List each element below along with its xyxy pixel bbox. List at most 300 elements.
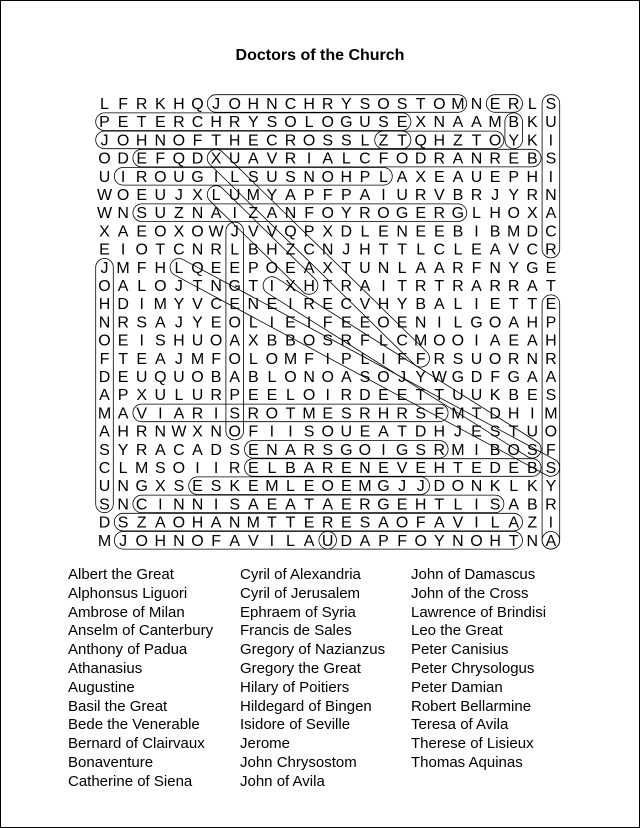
- grid-letter: H: [173, 332, 185, 350]
- grid-letter: L: [527, 96, 537, 113]
- grid-letter: O: [302, 132, 316, 150]
- word-item: Jerome: [240, 735, 291, 753]
- grid-letter: R: [303, 296, 315, 314]
- grid-letter: E: [247, 478, 259, 496]
- grid-letter: I: [269, 423, 275, 441]
- grid-letter: O: [302, 332, 316, 350]
- grid-letter: L: [267, 369, 277, 386]
- grid-letter: B: [415, 296, 427, 314]
- grid-letter: P: [340, 187, 352, 204]
- grid-letter: E: [192, 478, 203, 496]
- grid-letter: O: [395, 150, 409, 168]
- grid-letter: R: [247, 405, 260, 423]
- grid-letter: K: [229, 478, 241, 496]
- grid-letter: I: [530, 405, 535, 423]
- grid-letter: S: [415, 441, 427, 459]
- word-item: Peter Damian: [411, 678, 503, 696]
- grid-letter: R: [433, 350, 446, 368]
- grid-letter: R: [507, 350, 520, 368]
- grid-letter: F: [471, 259, 482, 277]
- grid-letter: J: [174, 314, 183, 332]
- grid-letter: M: [190, 350, 205, 368]
- grid-letter: M: [265, 478, 279, 496]
- grid-letter: R: [228, 460, 241, 477]
- grid-letter: Y: [340, 205, 352, 223]
- grid-letter: A: [378, 514, 389, 532]
- grid-letter: A: [303, 259, 315, 277]
- grid-letter: A: [192, 441, 203, 459]
- grid-letter: S: [99, 441, 110, 459]
- grid-letter: E: [136, 350, 148, 368]
- grid-letter: Q: [191, 96, 204, 113]
- grid-letter: X: [192, 187, 203, 204]
- grid-letter: U: [452, 387, 464, 405]
- grid-letter: T: [471, 132, 482, 150]
- word-item: Teresa of Avila: [411, 716, 509, 734]
- grid-letter: S: [359, 96, 371, 113]
- grid-letter: X: [322, 223, 334, 241]
- grid-letter: H: [377, 296, 390, 314]
- grid-letter: O: [321, 168, 334, 186]
- grid-letter: S: [303, 423, 315, 441]
- grid-letter: U: [545, 114, 557, 132]
- grid-letter: C: [173, 241, 185, 259]
- grid-letter: I: [306, 314, 312, 332]
- grid-letter: N: [247, 296, 260, 314]
- grid-letter: E: [117, 114, 129, 132]
- grid-letter: O: [302, 387, 316, 405]
- grid-letter: S: [340, 405, 352, 423]
- grid-letter: E: [340, 514, 352, 532]
- grid-letter: Q: [154, 369, 167, 386]
- grid-letter: H: [303, 278, 315, 295]
- grid-letter: G: [377, 478, 390, 496]
- grid-letter: O: [321, 205, 334, 223]
- grid-letter: U: [470, 387, 483, 405]
- grid-letter: O: [451, 332, 465, 350]
- grid-letter: L: [286, 387, 295, 405]
- grid-letter: S: [545, 460, 557, 477]
- grid-letter: T: [192, 278, 203, 295]
- grid-letter: Q: [172, 150, 186, 168]
- grid-letter: N: [117, 496, 129, 514]
- grid-letter: N: [191, 205, 204, 223]
- grid-letter: A: [359, 187, 371, 204]
- grid-letter: A: [545, 205, 557, 223]
- grid-letter: N: [433, 114, 446, 132]
- grid-letter: N: [377, 259, 390, 277]
- grid-letter: E: [471, 241, 482, 259]
- grid-letter: O: [377, 205, 390, 223]
- grid-letter: O: [98, 150, 111, 168]
- grid-letter: N: [489, 259, 501, 277]
- grid-letter: E: [526, 387, 538, 405]
- grid-letter: H: [433, 423, 446, 441]
- grid-letter: U: [526, 423, 539, 441]
- grid-letter: M: [302, 405, 316, 423]
- grid-letter: Y: [266, 187, 278, 204]
- grid-letter: I: [474, 441, 479, 459]
- grid-letter: E: [359, 423, 371, 441]
- grid-letter: O: [116, 132, 130, 150]
- grid-letter: O: [172, 514, 186, 532]
- grid-letter: T: [508, 423, 519, 441]
- word-item: Athanasius: [68, 659, 143, 677]
- grid-letter: G: [191, 168, 204, 186]
- grid-letter: D: [117, 150, 129, 168]
- grid-letter: E: [545, 296, 557, 314]
- grid-letter: E: [285, 259, 296, 277]
- grid-letter: S: [545, 96, 557, 113]
- grid-letter: N: [210, 423, 222, 441]
- word-item: Gregory the Great: [240, 659, 361, 677]
- grid-letter: I: [213, 405, 219, 423]
- grid-letter: H: [545, 332, 557, 350]
- grid-letter: E: [285, 314, 296, 332]
- grid-letter: L: [248, 350, 258, 368]
- grid-letter: O: [377, 96, 390, 113]
- grid-letter: C: [396, 332, 408, 350]
- grid-letter: I: [306, 150, 312, 168]
- grid-letter: A: [229, 332, 241, 350]
- grid-letter: A: [229, 532, 241, 550]
- grid-letter: F: [546, 441, 556, 459]
- grid-letter: N: [526, 350, 539, 368]
- grid-letter: O: [265, 259, 279, 277]
- grid-letter: I: [548, 168, 554, 186]
- grid-letter: A: [526, 369, 538, 386]
- grid-letter: Z: [453, 132, 463, 150]
- grid-letter: F: [360, 332, 370, 350]
- grid-letter: U: [98, 168, 111, 186]
- grid-letter: R: [135, 168, 148, 186]
- grid-letter: P: [303, 187, 315, 204]
- grid-letter: J: [174, 278, 183, 295]
- grid-letter: C: [191, 114, 204, 132]
- grid-letter: L: [341, 150, 351, 168]
- grid-letter: I: [474, 496, 479, 514]
- grid-letter: U: [321, 532, 334, 550]
- grid-letter: R: [284, 132, 297, 150]
- word-item: Hildegard of Bingen: [240, 697, 372, 715]
- grid-letter: O: [265, 350, 279, 368]
- grid-letter: E: [471, 423, 482, 441]
- grid-letter: P: [229, 387, 241, 405]
- grid-letter: T: [527, 296, 538, 314]
- grid-letter: N: [359, 460, 371, 477]
- grid-letter: T: [434, 387, 445, 405]
- grid-letter: U: [98, 478, 111, 496]
- grid-letter: G: [526, 259, 539, 277]
- grid-letter: E: [489, 168, 501, 186]
- grid-letter: D: [489, 460, 501, 477]
- grid-letter: E: [396, 114, 408, 132]
- grid-letter: A: [154, 350, 166, 368]
- grid-letter: A: [508, 496, 520, 514]
- grid-letter: O: [209, 332, 223, 350]
- grid-letter: J: [491, 187, 500, 204]
- grid-letter: K: [489, 387, 501, 405]
- grid-letter: E: [396, 314, 408, 332]
- grid-letter: O: [265, 405, 279, 423]
- grid-letter: R: [526, 187, 539, 204]
- word-item: Catherine of Siena: [68, 772, 193, 790]
- grid-letter: L: [360, 350, 370, 368]
- grid-letter: P: [359, 168, 371, 186]
- grid-letter: H: [507, 405, 520, 423]
- grid-letter: A: [99, 387, 110, 405]
- grid-letter: Y: [396, 296, 408, 314]
- grid-letter: W: [96, 187, 113, 204]
- grid-letter: L: [509, 478, 519, 496]
- grid-letter: R: [359, 496, 371, 514]
- grid-letter: F: [248, 423, 259, 441]
- grid-letter: I: [474, 332, 479, 350]
- grid-letter: F: [99, 350, 110, 368]
- grid-letter: R: [228, 114, 241, 132]
- grid-letter: D: [359, 387, 371, 405]
- grid-letter: T: [434, 278, 445, 295]
- grid-letter: K: [526, 114, 538, 132]
- grid-letter: L: [267, 460, 277, 477]
- grid-letter: R: [340, 387, 353, 405]
- grid-letter: L: [118, 460, 128, 477]
- grid-letter: A: [452, 150, 464, 168]
- grid-letter: E: [266, 296, 278, 314]
- grid-letter: I: [120, 168, 126, 186]
- grid-letter: F: [378, 150, 389, 168]
- grid-letter: M: [135, 460, 149, 477]
- grid-letter: H: [303, 96, 315, 113]
- grid-letter: X: [210, 150, 222, 168]
- grid-letter: O: [358, 441, 372, 459]
- grid-letter: U: [470, 168, 483, 186]
- grid-letter: C: [98, 460, 111, 477]
- grid-letter: H: [414, 496, 427, 514]
- grid-letter: N: [117, 478, 129, 496]
- grid-letter: U: [154, 187, 167, 204]
- grid-letter: N: [470, 96, 483, 113]
- grid-letter: N: [470, 150, 483, 168]
- grid-letter: C: [340, 296, 353, 314]
- grid-letter: G: [470, 314, 483, 332]
- grid-letter: T: [415, 96, 426, 113]
- grid-letter: A: [285, 496, 296, 514]
- grid-letter: G: [135, 478, 148, 496]
- grid-letter: U: [228, 150, 241, 168]
- grid-letter: E: [322, 296, 334, 314]
- grid-letter: T: [341, 259, 352, 277]
- grid-letter: R: [414, 278, 427, 295]
- grid-letter: O: [488, 350, 502, 368]
- grid-letter: K: [526, 132, 538, 150]
- grid-letter: H: [247, 96, 260, 113]
- grid-letter: J: [398, 478, 407, 496]
- grid-letter: N: [545, 187, 557, 204]
- grid-letter: K: [526, 478, 538, 496]
- word-item: Peter Canisius: [411, 641, 509, 659]
- grid-letter: E: [359, 314, 371, 332]
- grid-letter: R: [321, 460, 334, 477]
- grid-letter: A: [154, 514, 166, 532]
- word-item: Cyril of Jerusalem: [240, 584, 361, 602]
- grid-letter: T: [285, 405, 296, 423]
- grid-letter: A: [433, 259, 445, 277]
- grid-letter: C: [359, 150, 371, 168]
- grid-letter: S: [359, 514, 371, 532]
- grid-letter: W: [96, 205, 113, 223]
- grid-letter: L: [453, 496, 463, 514]
- grid-letter: N: [266, 441, 278, 459]
- grid-letter: G: [395, 205, 409, 223]
- grid-letter: O: [228, 96, 241, 113]
- grid-letter: L: [211, 187, 221, 204]
- grid-letter: E: [266, 496, 278, 514]
- grid-letter: L: [230, 241, 240, 259]
- grid-letter: Z: [527, 514, 538, 532]
- grid-letter: M: [246, 187, 260, 204]
- grid-letter: S: [322, 441, 334, 459]
- word-item: Bonaventure: [68, 753, 154, 771]
- grid-letter: T: [378, 241, 389, 259]
- grid-letter: A: [247, 496, 259, 514]
- grid-letter: J: [100, 132, 109, 150]
- grid-letter: N: [191, 241, 204, 259]
- grid-letter: A: [489, 332, 501, 350]
- grid-letter: I: [474, 296, 479, 314]
- grid-letter: S: [173, 478, 185, 496]
- grid-letter: N: [452, 532, 464, 550]
- grid-letter: R: [545, 496, 557, 514]
- grid-letter: D: [414, 423, 427, 441]
- grid-letter: I: [548, 514, 554, 532]
- grid-letter: F: [136, 259, 147, 277]
- word-item: Cyril of Alexandria: [240, 566, 361, 583]
- grid-letter: E: [415, 223, 427, 241]
- grid-letter: N: [526, 532, 539, 550]
- grid-letter: E: [247, 460, 259, 477]
- grid-letter: H: [340, 168, 353, 186]
- grid-letter: U: [396, 187, 408, 204]
- grid-letter: H: [98, 296, 111, 314]
- grid-letter: G: [228, 278, 241, 295]
- grid-letter: F: [322, 314, 333, 332]
- grid-letter: L: [304, 114, 314, 132]
- grid-letter: A: [340, 369, 352, 386]
- grid-letter: B: [266, 332, 278, 350]
- grid-letter: A: [508, 314, 520, 332]
- word-item: Basil the Great: [68, 697, 168, 715]
- grid-letter: C: [526, 241, 539, 259]
- word-item: Anselm of Canterbury: [68, 622, 214, 640]
- grid-letter: H: [135, 132, 148, 150]
- grid-letter: X: [415, 168, 427, 186]
- grid-letter: B: [508, 114, 520, 132]
- grid-letter: E: [433, 168, 445, 186]
- word-item: Ephraem of Syria: [240, 603, 356, 621]
- grid-letter: S: [229, 496, 241, 514]
- grid-letter: T: [118, 350, 128, 368]
- grid-letter: W: [171, 423, 187, 441]
- grid-letter: J: [453, 423, 462, 441]
- grid-letter: N: [173, 496, 185, 514]
- grid-letter: R: [545, 241, 557, 259]
- grid-letter: N: [154, 132, 167, 150]
- grid-letter: V: [452, 514, 464, 532]
- grid-letter: R: [117, 314, 129, 332]
- grid-letter: A: [322, 496, 334, 514]
- grid-letter: L: [230, 168, 240, 186]
- grid-letter: A: [322, 150, 334, 168]
- grid-letter: A: [545, 532, 557, 550]
- grid-letter: O: [395, 514, 409, 532]
- grid-letter: M: [116, 259, 130, 277]
- grid-letter: I: [158, 496, 163, 514]
- grid-letter: N: [98, 314, 111, 332]
- grid-letter: H: [154, 259, 167, 277]
- grid-letter: E: [415, 205, 427, 223]
- grid-letter: O: [507, 441, 520, 459]
- word-list-column-3: [411, 566, 546, 773]
- grid-letter: S: [229, 405, 241, 423]
- grid-letter: C: [266, 132, 278, 150]
- grid-letter: S: [266, 114, 278, 132]
- grid-letter: O: [228, 314, 241, 332]
- grid-letter: A: [433, 514, 445, 532]
- grid-letter: A: [173, 405, 185, 423]
- grid-letter: Y: [117, 441, 129, 459]
- grid-letter: E: [489, 296, 501, 314]
- grid-letter: D: [191, 150, 204, 168]
- grid-letter: J: [230, 223, 239, 241]
- grid-letter: F: [397, 350, 407, 368]
- grid-letter: E: [471, 460, 482, 477]
- grid-letter: O: [488, 132, 502, 150]
- grid-letter: J: [119, 532, 128, 550]
- word-item: Thomas Aquinas: [411, 753, 523, 771]
- grid-letter: T: [136, 114, 147, 132]
- grid-letter: X: [285, 278, 296, 295]
- grid-letter: E: [322, 405, 334, 423]
- word-item: Isidore of Seville: [240, 716, 351, 734]
- grid-letter: M: [414, 332, 428, 350]
- grid-letter: N: [173, 532, 185, 550]
- grid-letter: I: [120, 241, 126, 259]
- grid-letter: R: [452, 278, 464, 295]
- grid-letter: N: [228, 514, 241, 532]
- grid-letter: O: [191, 369, 204, 386]
- grid-letter: K: [154, 96, 166, 113]
- grid-letter: H: [191, 514, 204, 532]
- grid-letter: L: [286, 532, 295, 550]
- grid-letter: L: [453, 296, 463, 314]
- grid-letter: A: [471, 114, 482, 132]
- grid-letter: H: [526, 314, 539, 332]
- grid-letter: I: [325, 350, 330, 368]
- grid-letter: B: [452, 223, 464, 241]
- grid-letter: A: [247, 150, 259, 168]
- word-item: Therese of Lisieux: [411, 735, 534, 753]
- grid-letter: I: [232, 205, 237, 223]
- grid-letter: E: [99, 241, 110, 259]
- grid-letter: R: [507, 96, 520, 113]
- grid-letter: D: [433, 478, 446, 496]
- word-item: Francis de Sales: [240, 622, 352, 640]
- grid-letter: I: [213, 168, 219, 186]
- grid-letter: T: [397, 423, 407, 441]
- grid-letter: F: [304, 350, 314, 368]
- grid-letter: V: [433, 187, 445, 204]
